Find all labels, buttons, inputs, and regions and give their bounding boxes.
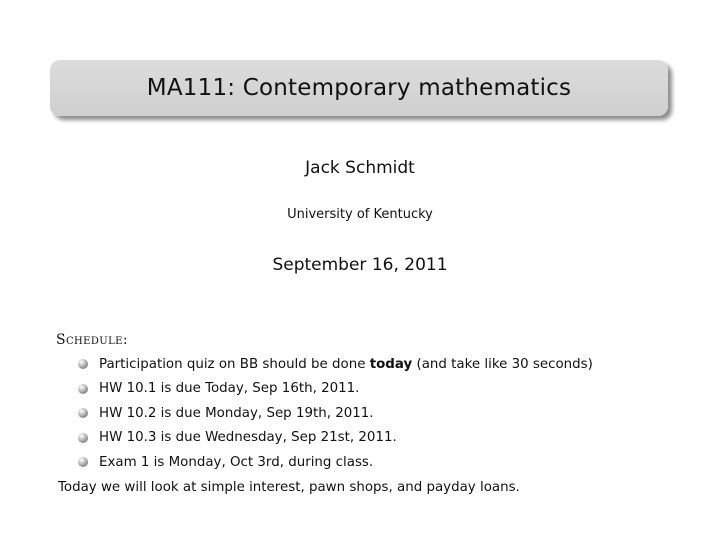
item-text: HW 10.2 is due Monday, Sep 19th, 2011. xyxy=(99,405,374,421)
item-text: HW 10.3 is due Wednesday, Sep 21st, 2011. xyxy=(99,430,397,446)
item-text-before: Participation quiz on BB should be done today (and take like 30 seconds) xyxy=(99,356,593,372)
schedule-list xyxy=(78,352,593,475)
presentation-date: September 16, 2011 xyxy=(272,255,448,275)
schedule-heading: Schedule: xyxy=(56,332,128,348)
bullet-icon xyxy=(78,384,88,394)
bullet-icon xyxy=(78,408,88,418)
bullet-icon xyxy=(78,433,88,443)
item-text: HW 10.1 is due Today, Sep 16th, 2011. xyxy=(99,381,360,397)
emphasis-today: today xyxy=(369,356,413,372)
closing-sentence: Today we will look at simple interest, pawn shops, and payday loans. xyxy=(58,480,520,495)
slide-title: MA111: Contemporary mathematics xyxy=(146,75,572,101)
list-item xyxy=(78,377,593,402)
institute-name: University of Kentucky xyxy=(287,207,433,222)
author-name: Jack Schmidt xyxy=(305,158,415,178)
list-item xyxy=(78,426,593,451)
title-box xyxy=(50,60,668,116)
list-item xyxy=(78,352,593,377)
bullet-icon xyxy=(78,457,88,467)
list-item xyxy=(78,401,593,426)
bullet-icon xyxy=(78,359,88,369)
item-text: Exam 1 is Monday, Oct 3rd, during class. xyxy=(99,454,374,470)
list-item xyxy=(78,450,593,475)
